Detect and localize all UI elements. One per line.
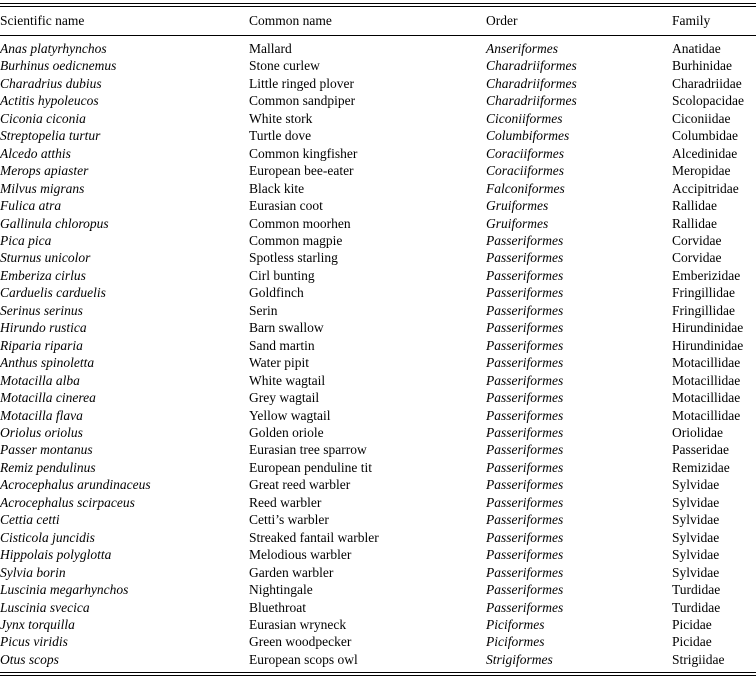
order-cell: Passeriformes (486, 337, 564, 353)
table-row (0, 529, 756, 546)
common-name-cell: Green woodpecker (249, 634, 352, 650)
order-cell: Passeriformes (486, 599, 564, 615)
order-cell: Passeriformes (486, 547, 564, 563)
order-cell: Passeriformes (486, 494, 564, 510)
family-cell: Fringillidae (672, 285, 735, 301)
order-cell: Gruiformes (486, 198, 549, 214)
table-row (0, 599, 756, 616)
scientific-name-cell: Acrocephalus arundinaceus (0, 477, 151, 493)
scientific-name-cell: Motacilla flava (0, 407, 83, 423)
scientific-name-cell: Picus viridis (0, 634, 68, 650)
table-row (0, 337, 756, 354)
scientific-name-cell: Anas platyrhynchos (0, 41, 107, 56)
order-cell: Passeriformes (486, 582, 564, 598)
common-name-cell: Yellow wagtail (249, 407, 331, 423)
top-rule (0, 3, 756, 4)
scientific-name-cell: Carduelis carduelis (0, 285, 106, 301)
family-cell: Motacillidae (672, 355, 741, 371)
common-name-cell: Bluethroat (249, 599, 306, 615)
common-name-cell: Great reed warbler (249, 477, 351, 493)
header-common-name: Common name (249, 12, 332, 28)
family-cell: Alcedinidae (672, 145, 738, 161)
family-cell: Accipitridae (672, 180, 739, 196)
species-table-body (0, 36, 756, 668)
common-name-cell: Goldfinch (249, 285, 304, 301)
common-name-cell: Streaked fantail warbler (249, 529, 379, 545)
table-row (0, 389, 756, 406)
order-cell: Passeriformes (486, 442, 564, 458)
common-name-cell: Grey wagtail (249, 390, 320, 406)
common-name-cell: Common sandpiper (249, 93, 356, 109)
common-name-cell: Little ringed plover (249, 75, 354, 91)
order-cell: Passeriformes (486, 459, 564, 475)
family-cell: Sylvidae (672, 564, 720, 580)
common-name-cell: Melodious warbler (249, 547, 352, 563)
table-row (0, 319, 756, 336)
family-cell: Sylvidae (672, 529, 720, 545)
scientific-name-cell: Hippolais polyglotta (0, 547, 112, 563)
table-row (0, 564, 756, 581)
table-row (0, 407, 756, 424)
common-name-cell: Common moorhen (249, 215, 351, 231)
common-name-cell: Golden oriole (249, 424, 324, 440)
scientific-name-cell: Pica pica (0, 232, 52, 248)
table-row (0, 180, 756, 197)
common-name-cell: European scops owl (249, 651, 358, 667)
common-name-cell: Barn swallow (249, 320, 324, 336)
species-table (0, 7, 756, 34)
family-cell: Fringillidae (672, 302, 735, 318)
table-row (0, 511, 756, 528)
family-cell: Sylvidae (672, 547, 720, 563)
common-name-cell: Mallard (249, 41, 292, 56)
scientific-name-cell: Otus scops (0, 651, 59, 667)
table-row (0, 215, 756, 232)
scientific-name-cell: Sturnus unicolor (0, 250, 91, 266)
common-name-cell: Spotless starling (249, 250, 338, 266)
table-row (0, 232, 756, 249)
family-cell: Passeridae (672, 442, 729, 458)
table-row (0, 581, 756, 598)
order-cell: Passeriformes (486, 302, 564, 318)
scientific-name-cell: Cisticola juncidis (0, 529, 95, 545)
scientific-name-cell: Milvus migrans (0, 180, 85, 196)
table-row (0, 127, 756, 144)
common-name-cell: Sand martin (249, 337, 315, 353)
order-cell: Piciformes (486, 634, 545, 650)
order-cell: Passeriformes (486, 320, 564, 336)
order-cell: Passeriformes (486, 355, 564, 371)
family-cell: Anatidae (672, 41, 721, 56)
scientific-name-cell: Cettia cetti (0, 512, 60, 528)
table-row (0, 476, 756, 493)
scientific-name-cell: Luscinia svecica (0, 599, 90, 615)
table-row (0, 616, 756, 633)
common-name-cell: White wagtail (249, 372, 326, 388)
order-cell: Charadriiformes (486, 75, 577, 91)
order-cell: Coraciiformes (486, 163, 565, 179)
bottom-rule-second (0, 675, 756, 676)
table-row (0, 75, 756, 92)
common-name-cell: Water pipit (249, 355, 310, 371)
common-name-cell: White stork (249, 110, 313, 126)
order-cell: Anseriformes (486, 41, 558, 56)
order-cell: Passeriformes (486, 407, 564, 423)
order-cell: Falconiformes (486, 180, 565, 196)
scientific-name-cell: Hirundo rustica (0, 320, 87, 336)
family-cell: Picidae (672, 634, 712, 650)
order-cell: Strigiformes (486, 651, 553, 667)
scientific-name-cell: Motacilla cinerea (0, 390, 96, 406)
scientific-name-cell: Emberiza cirlus (0, 267, 86, 283)
table-row (0, 249, 756, 266)
order-cell: Passeriformes (486, 250, 564, 266)
common-name-cell: Reed warbler (249, 494, 322, 510)
family-cell: Motacillidae (672, 390, 741, 406)
order-cell: Ciconiiformes (486, 110, 563, 126)
order-cell: Passeriformes (486, 529, 564, 545)
header-order: Order (486, 12, 518, 28)
family-cell: Corvidae (672, 250, 722, 266)
scientific-name-cell: Actitis hypoleucos (0, 93, 99, 109)
family-cell: Columbidae (672, 128, 738, 144)
table-row (0, 633, 756, 650)
scientific-name-cell: Oriolus oriolus (0, 424, 83, 440)
table-row (0, 302, 756, 319)
scientific-name-cell: Alcedo atthis (0, 145, 71, 161)
table-row (0, 284, 756, 301)
scientific-name-cell: Merops apiaster (0, 163, 89, 179)
order-cell: Piciformes (486, 616, 545, 632)
family-cell: Turdidae (672, 582, 721, 598)
scientific-name-cell: Fulica atra (0, 198, 62, 214)
common-name-cell: Nightingale (249, 582, 313, 598)
family-cell: Motacillidae (672, 372, 741, 388)
common-name-cell: Garden warbler (249, 564, 334, 580)
order-cell: Columbiformes (486, 128, 570, 144)
family-cell: Sylvidae (672, 512, 720, 528)
order-cell: Passeriformes (486, 424, 564, 440)
order-cell: Gruiformes (486, 215, 549, 231)
table-row (0, 267, 756, 284)
table-row (0, 162, 756, 179)
family-cell: Motacillidae (672, 407, 741, 423)
table-row (0, 110, 756, 127)
order-cell: Passeriformes (486, 390, 564, 406)
bottom-rule (0, 672, 756, 673)
common-name-cell: Eurasian coot (249, 198, 323, 214)
common-name-cell: Black kite (249, 180, 305, 196)
table-row (0, 459, 756, 476)
table-row (0, 197, 756, 214)
order-cell: Passeriformes (486, 232, 564, 248)
scientific-name-cell: Charadrius dubius (0, 75, 102, 91)
family-cell: Meropidae (672, 163, 731, 179)
family-cell: Charadriidae (672, 75, 742, 91)
family-cell: Picidae (672, 616, 712, 632)
header-family: Family (672, 12, 711, 28)
family-cell: Rallidae (672, 198, 717, 214)
family-cell: Sylvidae (672, 477, 720, 493)
family-cell: Emberizidae (672, 267, 741, 283)
scientific-name-cell: Serinus serinus (0, 302, 83, 318)
family-cell: Remizidae (672, 459, 730, 475)
order-cell: Passeriformes (486, 285, 564, 301)
family-cell: Corvidae (672, 232, 722, 248)
family-cell: Ciconiidae (672, 110, 731, 126)
scientific-name-cell: Riparia riparia (0, 337, 83, 353)
common-name-cell: Eurasian wryneck (249, 616, 347, 632)
family-cell: Rallidae (672, 215, 717, 231)
header-scientific-name: Scientific name (0, 12, 85, 28)
scientific-name-cell: Acrocephalus scirpaceus (0, 494, 135, 510)
scientific-name-cell: Sylvia borin (0, 564, 66, 580)
table-row (0, 354, 756, 371)
common-name-cell: Turtle dove (249, 128, 312, 144)
order-cell: Passeriformes (486, 564, 564, 580)
order-cell: Passeriformes (486, 372, 564, 388)
scientific-name-cell: Jynx torquilla (0, 616, 75, 632)
scientific-name-cell: Gallinula chloropus (0, 215, 109, 231)
table-row (0, 441, 756, 458)
order-cell: Passeriformes (486, 267, 564, 283)
header-row (0, 7, 756, 34)
common-name-cell: Serin (249, 302, 278, 318)
family-cell: Strigiidae (672, 651, 725, 667)
order-cell: Charadriiformes (486, 93, 577, 109)
common-name-cell: Eurasian tree sparrow (249, 442, 367, 458)
order-cell: Coraciiformes (486, 145, 565, 161)
family-cell: Hirundinidae (672, 337, 744, 353)
scientific-name-cell: Passer montanus (0, 442, 93, 458)
table-row (0, 92, 756, 109)
common-name-cell: European penduline tit (249, 459, 372, 475)
scientific-name-cell: Ciconia ciconia (0, 110, 86, 126)
table-row (0, 424, 756, 441)
scientific-name-cell: Luscinia megarhynchos (0, 582, 129, 598)
table-row (0, 57, 756, 74)
common-name-cell: Common magpie (249, 232, 343, 248)
common-name-cell: Common kingfisher (249, 145, 358, 161)
order-cell: Passeriformes (486, 477, 564, 493)
family-cell: Oriolidae (672, 424, 723, 440)
table-row (0, 651, 756, 668)
scientific-name-cell: Burhinus oedicnemus (0, 58, 117, 74)
common-name-cell: Cirl bunting (249, 267, 315, 283)
order-cell: Passeriformes (486, 512, 564, 528)
order-cell: Charadriiformes (486, 58, 577, 74)
family-cell: Hirundinidae (672, 320, 744, 336)
table-row (0, 546, 756, 563)
table-row (0, 36, 756, 57)
scientific-name-cell: Motacilla alba (0, 372, 80, 388)
family-cell: Scolopacidae (672, 93, 744, 109)
common-name-cell: Stone curlew (249, 58, 320, 74)
scientific-name-cell: Remiz pendulinus (0, 459, 96, 475)
table-row (0, 494, 756, 511)
table-row (0, 145, 756, 162)
table-row (0, 372, 756, 389)
common-name-cell: European bee-eater (249, 163, 354, 179)
family-cell: Sylvidae (672, 494, 720, 510)
family-cell: Burhinidae (672, 58, 732, 74)
family-cell: Turdidae (672, 599, 721, 615)
scientific-name-cell: Anthus spinoletta (0, 355, 95, 371)
scientific-name-cell: Streptopelia turtur (0, 128, 101, 144)
common-name-cell: Cetti’s warbler (249, 512, 329, 528)
